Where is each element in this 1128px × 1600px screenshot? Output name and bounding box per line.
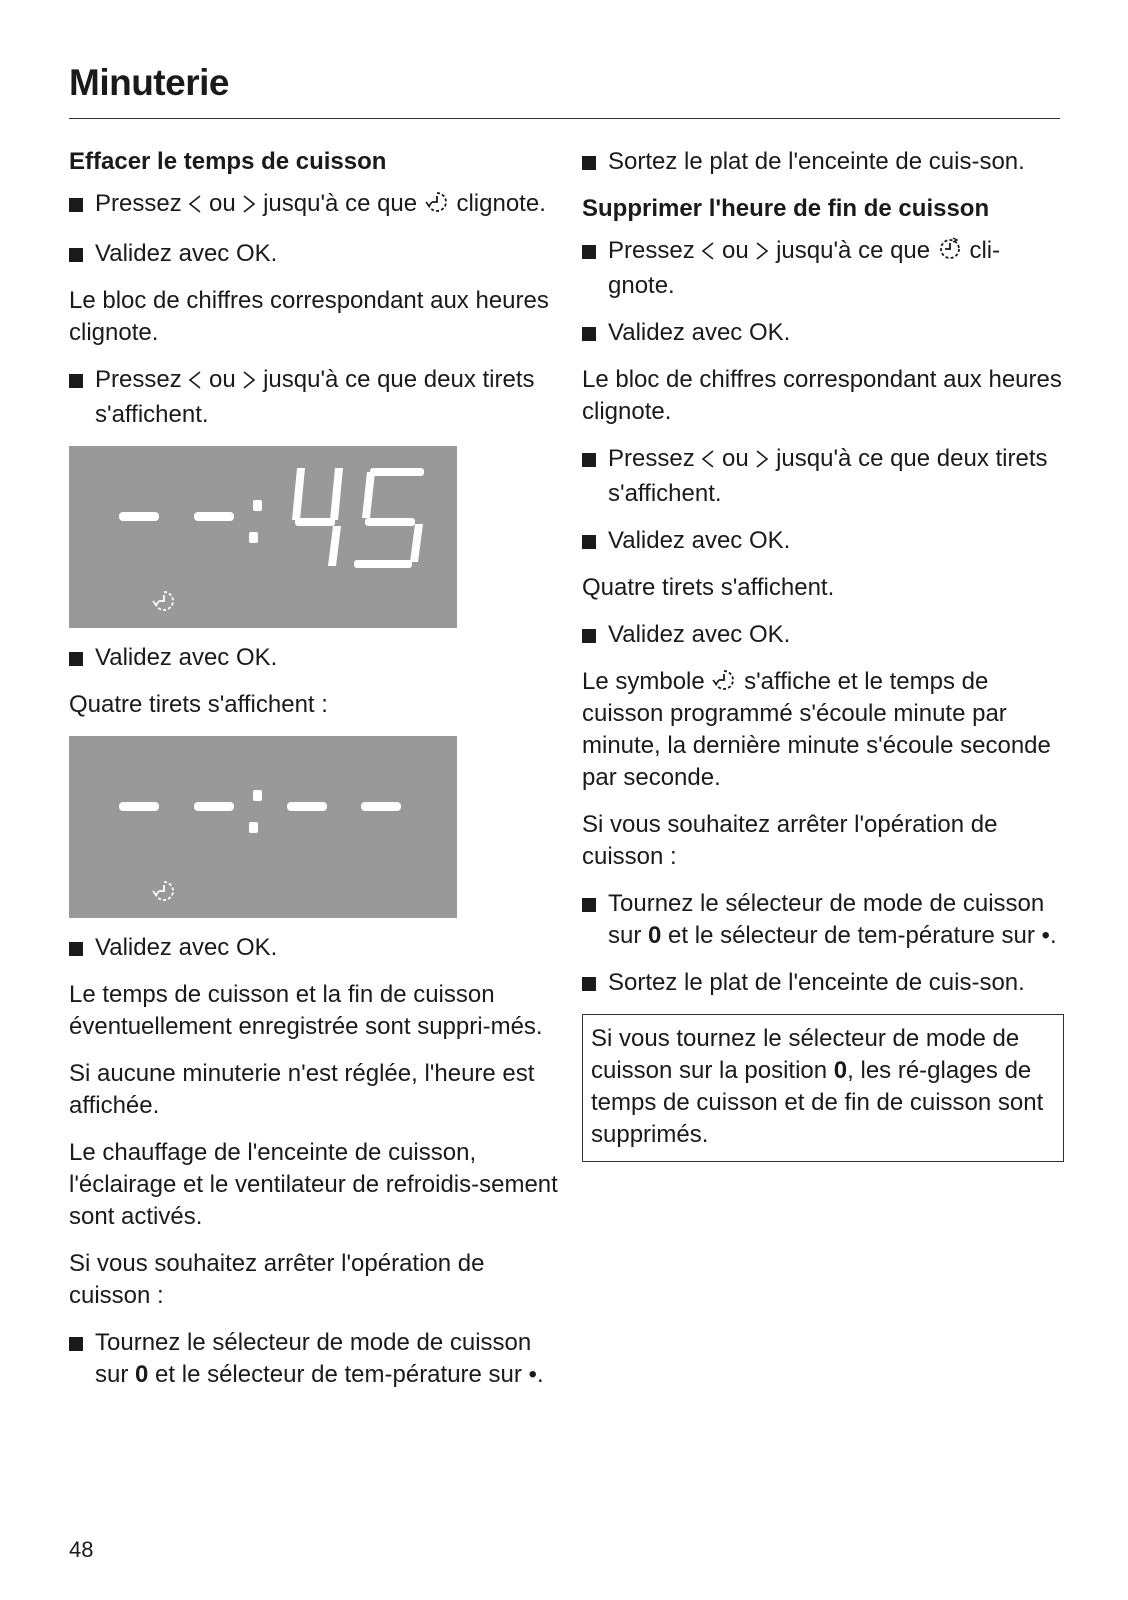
list-item: Sortez le plat de l'enceinte de cuis-son. [582, 967, 1064, 999]
cooking-time-icon [424, 189, 450, 215]
page-title: Minuterie [69, 62, 229, 103]
list-item: Tournez le sélecteur de mode de cuisson sur 0 et le sélecteur de tem-pérature sur •. [69, 1327, 559, 1391]
oven-display-dashes [69, 736, 457, 918]
display-segments [69, 446, 457, 628]
list-item: Validez avec OK. [582, 525, 1064, 557]
note-text: Si vous tournez le sélecteur de mode de cuisson sur la position 0, les ré-glages de temps de cuisson et de fin de cuisson sont supprimés. [591, 1025, 1044, 1148]
title-divider [69, 118, 1060, 119]
bullet-square-icon [582, 156, 596, 170]
paragraph: Le temps de cuisson et la fin de cuisson éventuellement enregistrée sont suppri-més. [69, 981, 543, 1040]
list-item: Validez avec OK. [69, 238, 559, 270]
chevron-right-icon [242, 367, 256, 399]
paragraph: Quatre tirets s'affichent : [69, 691, 328, 718]
bullet-square-icon [582, 453, 596, 467]
list-item: Tournez le sélecteur de mode de cuisson sur 0 et le sélecteur de tem-pérature sur •. [582, 888, 1064, 952]
cooking-time-icon [153, 592, 173, 610]
list-item: Validez avec OK. [582, 317, 1064, 349]
bullet-square-icon [69, 248, 83, 262]
left-column [69, 146, 559, 1406]
end-time-icon [937, 236, 963, 262]
chevron-left-icon [188, 191, 202, 223]
bullet-square-icon [69, 374, 83, 388]
list-item: Pressez ou jusqu'à ce que clignote. [69, 188, 559, 223]
chevron-right-icon [755, 446, 769, 478]
section-heading-clear-cooking-time: Effacer le temps de cuisson [69, 148, 387, 175]
bullet-square-icon [582, 535, 596, 549]
list-item: Pressez ou jusqu'à ce que deux tirets s'affichent. [582, 443, 1064, 510]
list-item: Validez avec OK. [69, 642, 559, 674]
bullet-square-icon [582, 977, 596, 991]
paragraph: Si vous souhaitez arrêter l'opération de cuisson : [69, 1250, 485, 1309]
section-heading-remove-end-time: Supprimer l'heure de fin de cuisson [582, 195, 990, 222]
chevron-left-icon [701, 446, 715, 478]
cooking-time-icon [711, 667, 737, 693]
paragraph: Le bloc de chiffres correspondant aux heures clignote. [582, 366, 1062, 425]
bullet-square-icon [69, 198, 83, 212]
list-item: Sortez le plat de l'enceinte de cuis-son. [582, 146, 1064, 178]
paragraph: Si vous souhaitez arrêter l'opération de cuisson : [582, 811, 998, 870]
chevron-left-icon [701, 238, 715, 270]
bullet-square-icon [582, 327, 596, 341]
list-item: Validez avec OK. [582, 619, 1064, 651]
paragraph: Le chauffage de l'enceinte de cuisson, l'éclairage et le ventilateur de refroidis-sement sont activés. [69, 1139, 558, 1230]
bullet-square-icon [582, 245, 596, 259]
bullet-square-icon [69, 1337, 83, 1351]
bullet-square-icon [582, 898, 596, 912]
bullet-square-icon [69, 942, 83, 956]
page-number: 48 [69, 1537, 94, 1562]
bullet-square-icon [582, 629, 596, 643]
paragraph: Si aucune minuterie n'est réglée, l'heure est affichée. [69, 1060, 535, 1119]
paragraph: Quatre tirets s'affichent. [582, 574, 835, 601]
oven-display-minutes [69, 446, 457, 628]
note-box [582, 1014, 1064, 1162]
bullet-square-icon [69, 652, 83, 666]
chevron-left-icon [188, 367, 202, 399]
display-segments [69, 736, 457, 918]
chevron-right-icon [242, 191, 256, 223]
cooking-time-icon [153, 882, 173, 900]
list-item: Pressez ou jusqu'à ce que cli-gnote. [582, 235, 1064, 302]
chevron-right-icon [755, 238, 769, 270]
list-item: Validez avec OK. [69, 932, 559, 964]
right-column [582, 146, 1064, 1162]
paragraph: Le symbole s'affiche et le temps de cuisson programmé s'écoule minute par minute, la dernière minute s'écoule seconde par seconde. [582, 668, 1051, 791]
paragraph: Le bloc de chiffres correspondant aux heures clignote. [69, 287, 549, 346]
list-item: Pressez ou jusqu'à ce que deux tirets s'affichent. [69, 364, 559, 431]
